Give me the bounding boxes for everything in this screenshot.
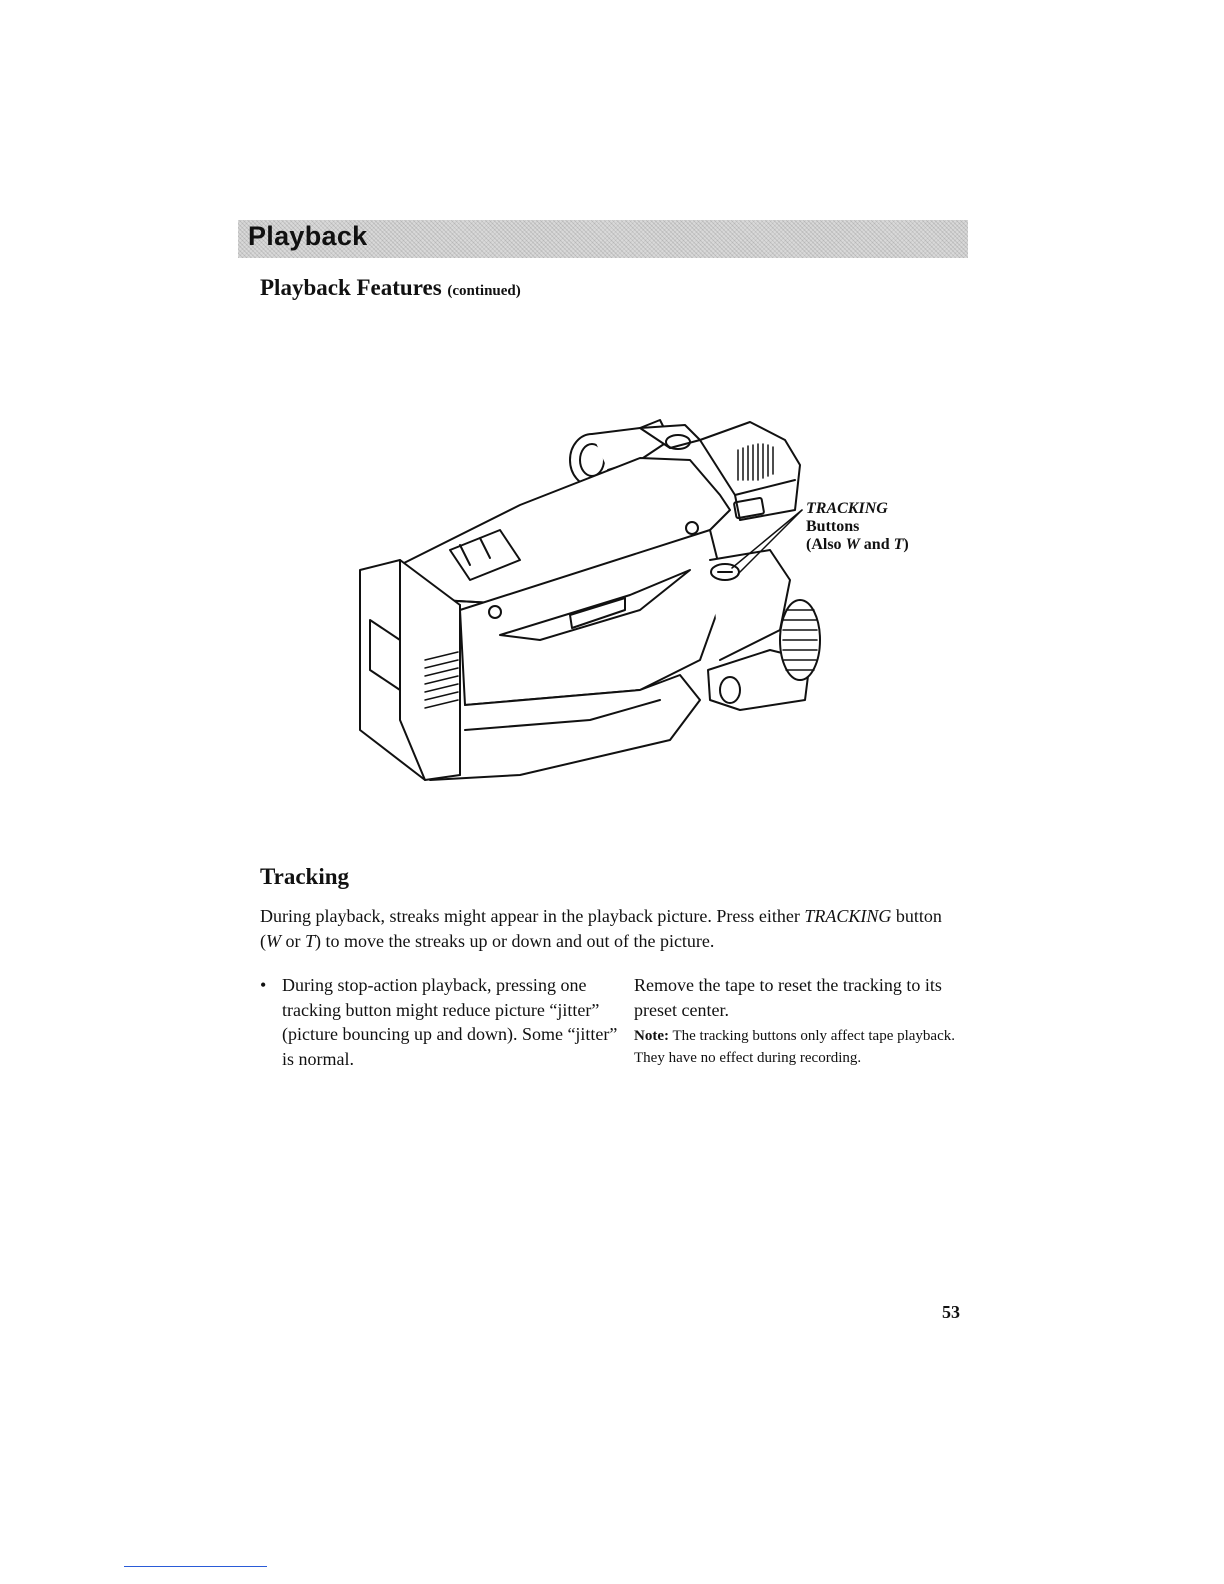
callout-tracking-label: TRACKING [806, 500, 888, 517]
note-text: The tracking buttons only affect tape playback. They have no effect during recording. [634, 1028, 956, 1066]
camcorder-illustration [340, 400, 940, 800]
note-label: Note: [634, 1028, 669, 1044]
tracking-callout [806, 500, 909, 554]
subheading-title: Playback Features [260, 275, 442, 300]
note [634, 1026, 964, 1069]
banner-title: Playback [248, 221, 368, 251]
callout-also-line: (Also W and T) [806, 536, 909, 553]
bullet-list-item [260, 973, 620, 1071]
callout-buttons-label: Buttons [806, 518, 860, 535]
right-column [634, 973, 964, 1069]
tracking-paragraph: During playback, streaks might appear in the playback picture. Press either TRACKING button (W or T) to move the streaks up or down and out of the picture. [260, 906, 942, 951]
section-banner [238, 220, 968, 258]
footer-rule [124, 1566, 267, 1567]
bullet-symbol: • [260, 975, 267, 995]
page-number: 53 [942, 1302, 960, 1322]
section-subheading [260, 275, 521, 301]
tracking-heading: Tracking [260, 864, 350, 889]
subheading-continued: (continued) [447, 283, 521, 299]
bullet-text: During stop-action playback, pressing one tracking button might reduce picture “jitter” (picture bouncing up and down). Some “jitter” is normal. [282, 975, 618, 1069]
reset-text: Remove the tape to reset the tracking to its preset center. [634, 975, 942, 1020]
